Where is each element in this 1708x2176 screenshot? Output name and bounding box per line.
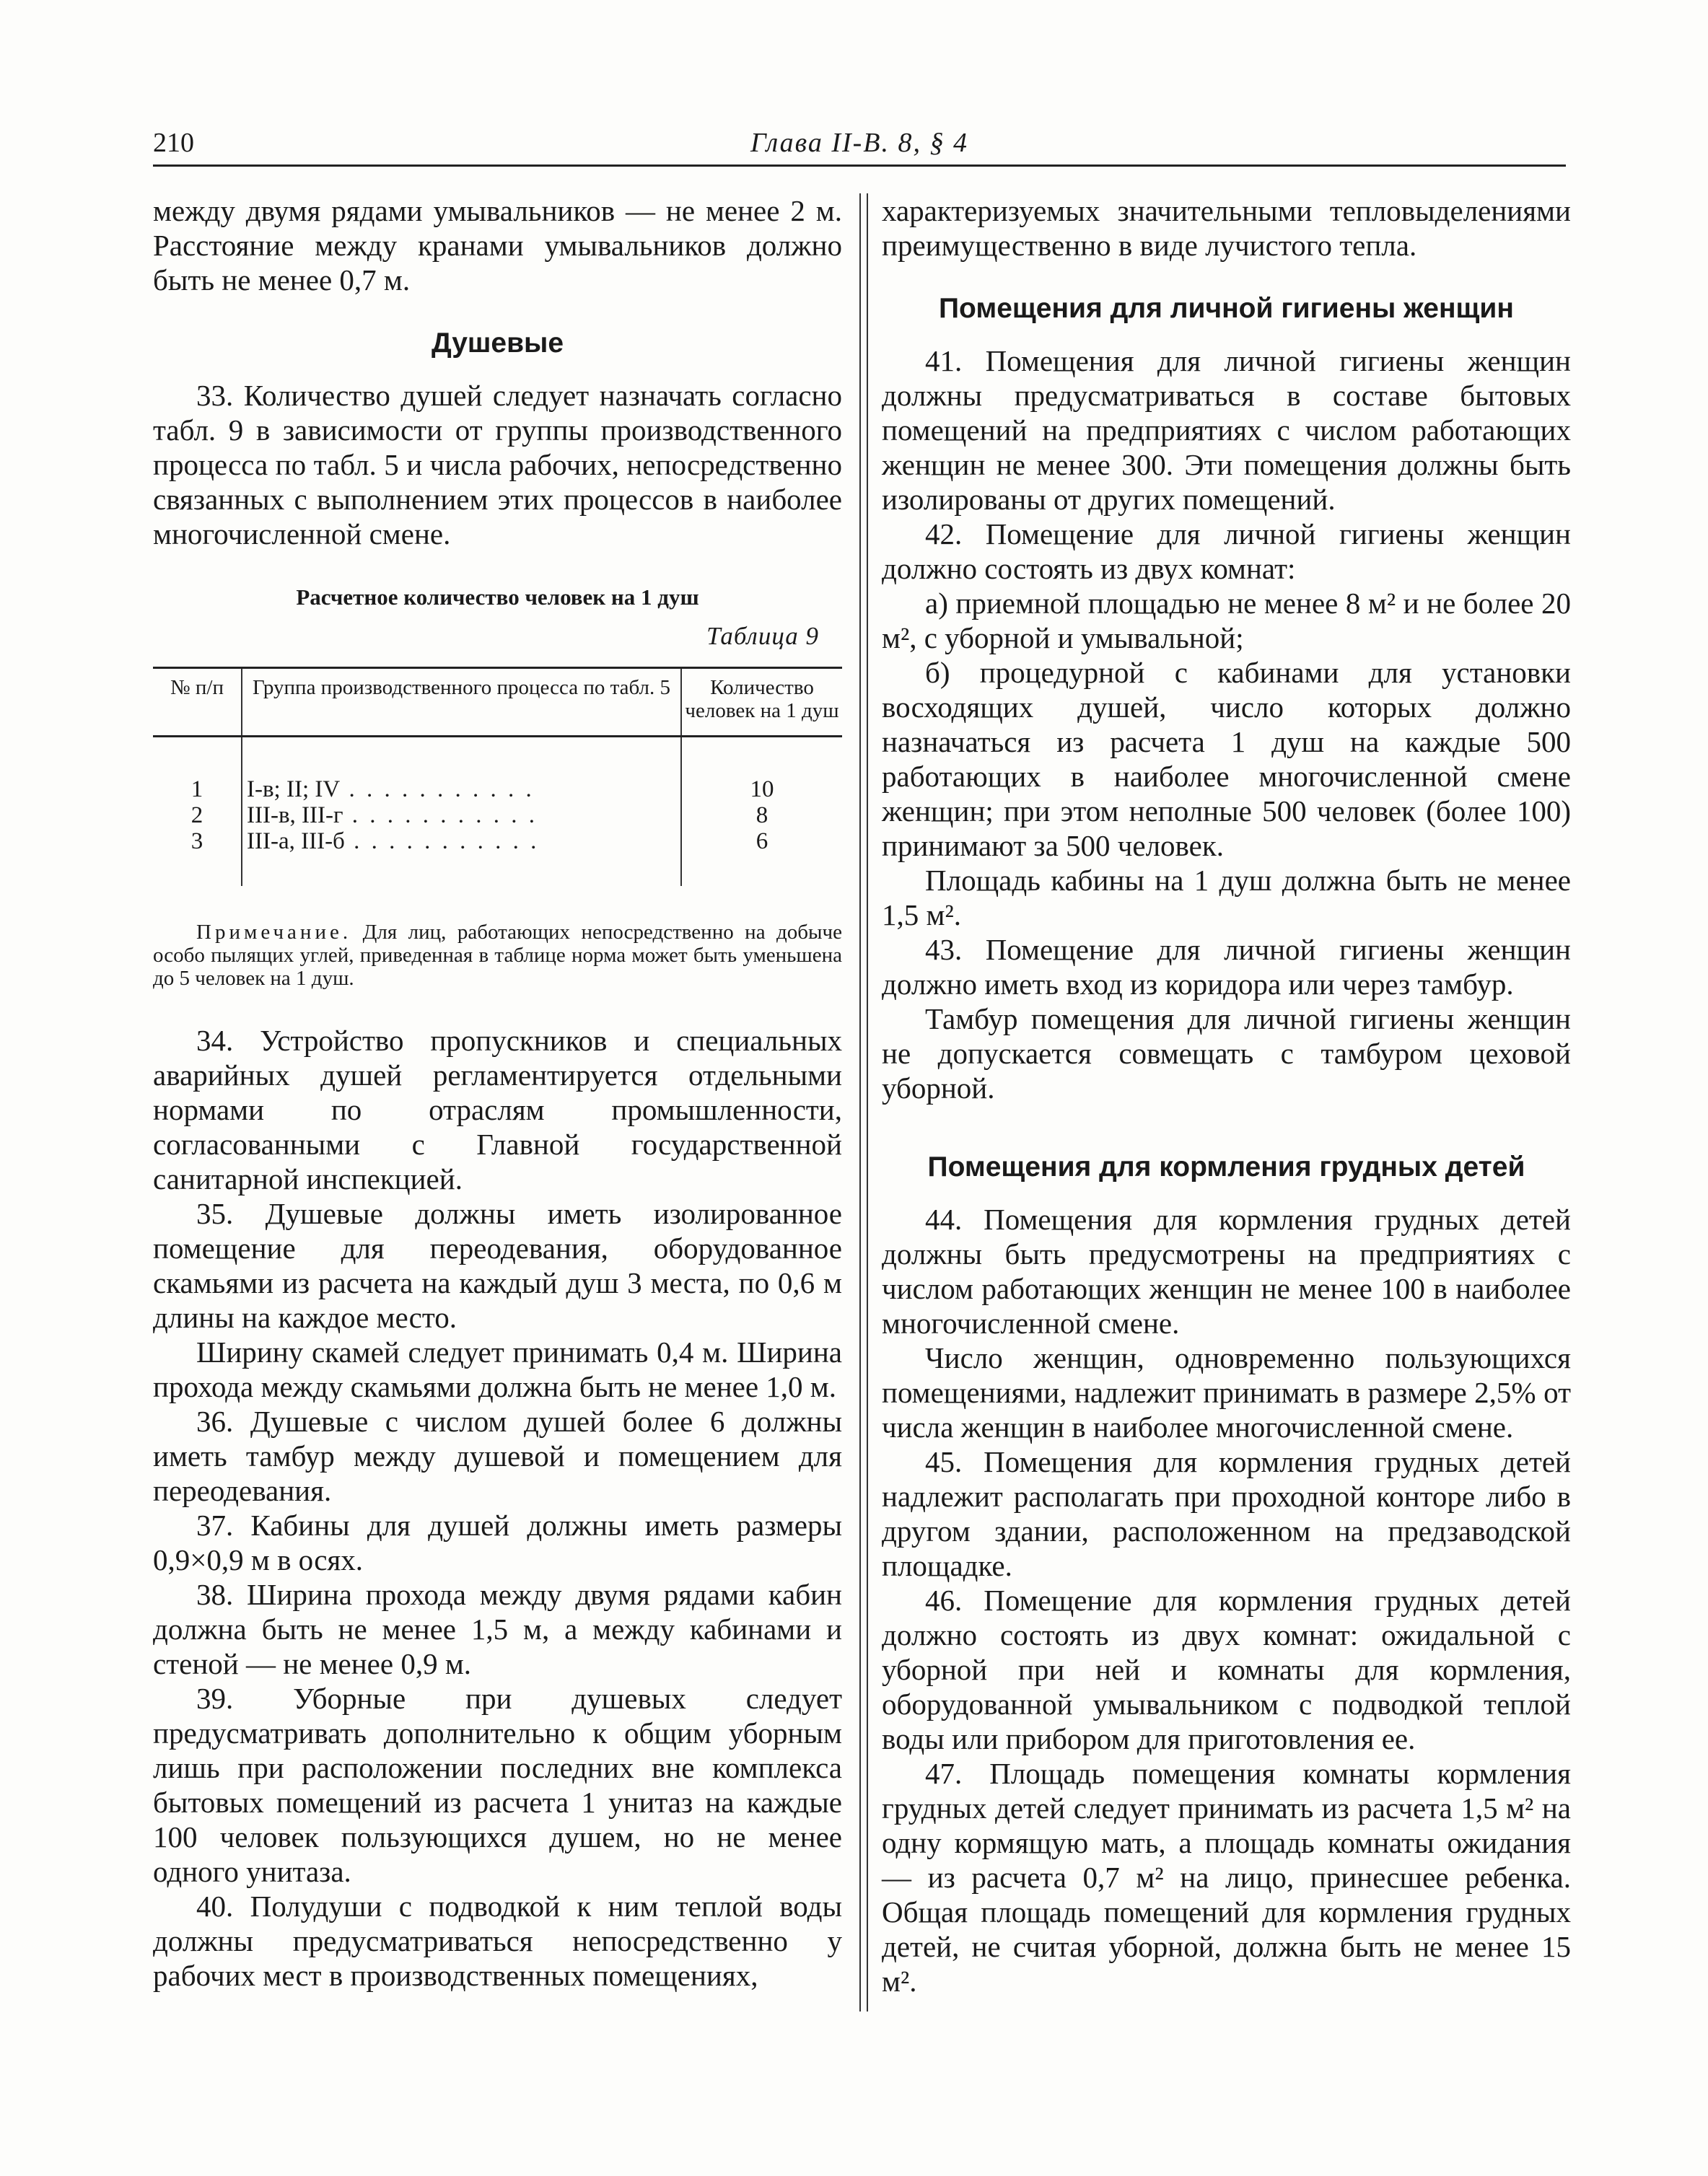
table-label: Таблица 9 [706, 622, 819, 650]
section-heading-showers: Душевые [431, 328, 564, 359]
paragraph-33: 33. Количество душей следует назначать согласно табл. 9 в зависимости от группы производственного процесса по табл. 5 и числа рабочих, непосредственно связанных с выполнением этих процессов в наиболее многочисленной смене. [153, 379, 842, 550]
paragraph-37: 37. Кабины для душей должны иметь размеры 0,9×0,9 м в осях. [153, 1509, 842, 1576]
leader-dots: . . . . . . . . . . . [343, 802, 538, 828]
paragraph-36: 36. Душевые с числом душей более 6 должны иметь тамбур между душевой и помещением для переодевания. [153, 1405, 842, 1507]
table-row [153, 802, 842, 828]
paragraph-43-cont: Тамбур помещения для личной гигиены женщин не допускается совмещать с тамбуром цеховой уборной. [882, 1002, 1571, 1105]
paragraph-44-cont: Число женщин, одновременно пользующихся помещениями, надлежит принимать в размере 2,5% от числа женщин в наиболее многочисленной смене. [882, 1341, 1571, 1444]
right-column [882, 193, 1571, 1999]
paragraph-continued: характеризуемых значительными тепловыделениями преимущественно в виде лучистого тепла. [882, 194, 1571, 262]
group-text: I-в; II; IV [247, 776, 341, 802]
table-caption: Расчетное количество человек на 1 душ [296, 584, 699, 610]
section-heading-women-hygiene: Помещения для личной гигиены женщин [939, 293, 1514, 324]
leader-dots: . . . . . . . . . . . [344, 828, 540, 854]
page-number: 210 [153, 128, 194, 158]
table-header-group: Группа производственного процесса по табл. 5 [242, 668, 681, 737]
paragraph-continued: между двумя рядами умывальников — не менее 2 м. Расстояние между кранами умывальников должно быть не менее 0,7 м. [153, 194, 842, 297]
table-cell-num: 1 [190, 776, 203, 802]
paragraph-42c: Площадь кабины на 1 душ должна быть не менее 1,5 м². [882, 864, 1571, 931]
paragraph-41: 41. Помещения для личной гигиены женщин должны предусматриваться в составе бытовых помещений на предприятиях с числом работающих женщин не менее 300. Эти помещения должны быть изолированы от других помещений. [882, 344, 1571, 516]
table-cell-group [242, 737, 681, 803]
paragraph-46: 46. Помещение для кормления грудных детей должно состоять из двух комнат: ожидальной с уборной при ней и комнаты для кормления, оборудованной умывальником с подводкой теплой воды или прибором для приготовления ее. [882, 1584, 1571, 1755]
table-row [153, 737, 842, 803]
paragraph-45: 45. Помещения для кормления грудных детей надлежит располагать при проходной конторе либо в другом здании, расположенном на предзаводской площадке. [882, 1445, 1571, 1582]
note-label: Примечание. [196, 921, 352, 944]
paragraph-47: 47. Площадь помещения комнаты кормления грудных детей следует принимать из расчета 1,5 м² на одну кормящую мать, а площадь комнаты ожидания — из расчета 0,7 м² на лицо, принесшее ребенка. Общая площадь помещений для кормления грудных детей, не считая уборной, должна быть не менее 15 м². [882, 1757, 1571, 1998]
table-row [153, 828, 842, 886]
table-cell-count: 8 [681, 802, 842, 828]
left-column [153, 193, 842, 1993]
section-heading-infant-feeding: Помещения для кормления грудных детей [927, 1151, 1525, 1183]
table-cell-count: 6 [681, 828, 842, 886]
table-cell-num: 3 [190, 828, 203, 854]
paragraph-39: 39. Уборные при душевых следует предусматривать дополнительно к общим уборным лишь при расположении последних вне комплекса бытовых помещений из расчета 1 унитаз на каждые 100 человек пользующихся душем, но не менее одного унитаза. [153, 1682, 842, 1888]
paragraph-42: 42. Помещение для личной гигиены женщин должно состоять из двух комнат: [882, 517, 1571, 585]
paragraph-35: 35. Душевые должны иметь изолированное помещение для переодевания, оборудованное скамьями из расчета на каждый душ 3 места, по 0,6 м длины на каждое место. [153, 1197, 842, 1334]
running-title: Глава II-В. 8, § 4 [750, 128, 969, 158]
table-9 [153, 667, 842, 886]
paragraph-38: 38. Ширина прохода между двумя рядами кабин должна быть не менее 1,5 м, а между кабинами и стеной — не менее 0,9 м. [153, 1578, 842, 1680]
table-cell-group [242, 828, 681, 886]
table-note [153, 921, 842, 990]
note-text: Для лиц, работающих непосредственно на добыче особо пылящих углей, приведенная в таблице норма может быть уменьшена до 5 человек на 1 душ. [153, 921, 842, 990]
leader-dots: . . . . . . . . . . . [340, 776, 535, 802]
paragraph-42a: а) приемной площадью не менее 8 м² и не более 20 м², с уборной и умывальной; [882, 587, 1571, 654]
group-text: III-в, III-г [247, 802, 343, 828]
table-header-count: Количество человек на 1 душ [681, 668, 842, 737]
paragraph-35-cont: Ширину скамей следует принимать 0,4 м. Ширина прохода между скамьями должна быть не менее 1,0 м. [153, 1335, 842, 1403]
group-text: III-а, III-б [247, 828, 345, 854]
table-header-row [153, 668, 842, 737]
paragraph-34: 34. Устройство пропускников и специальных аварийных душей регламентируется отдельными нормами по отраслям промышленности, согласованными с Главной государственной санитарной инспекцией. [153, 1024, 842, 1196]
paragraph-42b: б) процедурной с кабинами для установки восходящих душей, число которых должно назначаться из расчета 1 душ на каждые 500 работающих в наиболее многочисленной смене женщин; при этом неполные 500 человек (более 100) принимают за 500 человек. [882, 656, 1571, 862]
paragraph-44: 44. Помещения для кормления грудных детей должны быть предусмотрены на предприятиях с числом работающих женщин не менее 100 в наиболее многочисленной смене. [882, 1203, 1571, 1340]
paragraph-40: 40. Полудуши с подводкой к ним теплой воды должны предусматриваться непосредственно у рабочих мест в производственных помещениях, [153, 1890, 842, 1992]
paragraph-43: 43. Помещение для личной гигиены женщин должно иметь вход из коридора или через тамбур. [882, 933, 1571, 1001]
column-divider [859, 193, 868, 2012]
table-cell-num: 2 [190, 802, 203, 828]
page-header [153, 124, 1566, 167]
table-header-num: № п/п [153, 668, 242, 737]
table-cell-count: 10 [681, 737, 842, 803]
table-cell-group [242, 802, 681, 828]
